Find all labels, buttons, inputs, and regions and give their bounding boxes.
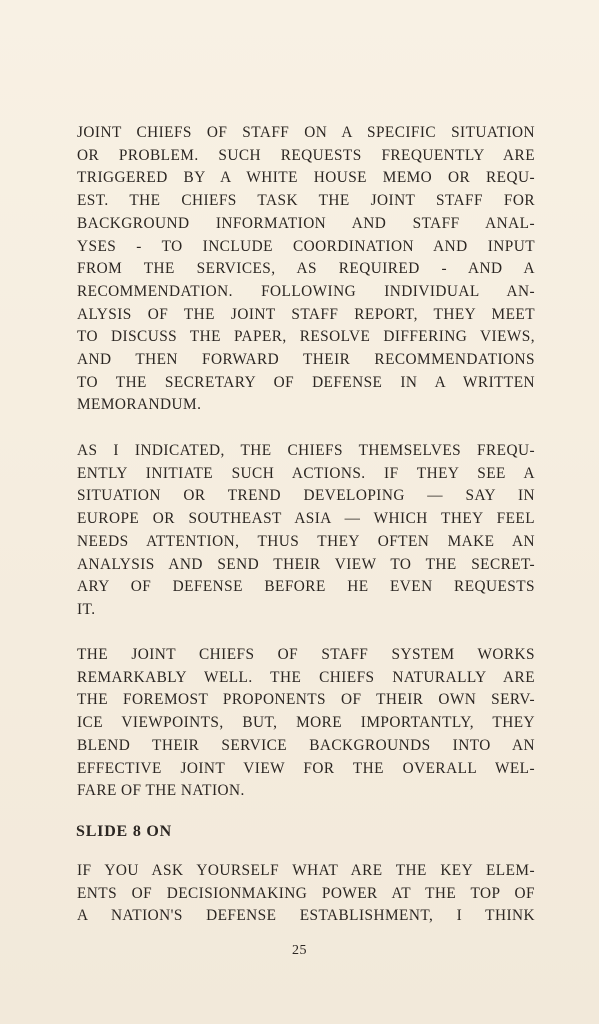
- paragraph-line: IT.: [77, 600, 96, 618]
- paragraph-line: SITUATION OR TREND DEVELOPING — SAY IN: [77, 487, 535, 505]
- paragraph-line: BACKGROUND INFORMATION AND STAFF ANAL-: [77, 214, 535, 232]
- paragraph-line: BLEND THEIR SERVICE BACKGROUNDS INTO AN: [77, 736, 535, 754]
- paragraph-line: FROM THE SERVICES, AS REQUIRED - AND A: [77, 260, 535, 278]
- paragraph-line: YSES - TO INCLUDE COORDINATION AND INPUT: [77, 237, 535, 255]
- paragraph-line: THE FOREMOST PROPONENTS OF THEIR OWN SERV-: [77, 691, 535, 709]
- paragraph-line: FARE OF THE NATION.: [77, 782, 245, 800]
- paragraph-line: EFFECTIVE JOINT VIEW FOR THE OVERALL WEL-: [77, 759, 535, 777]
- paragraph-line: AND THEN FORWARD THEIR RECOMMENDATIONS: [77, 351, 535, 369]
- paragraph-line: ENTLY INITIATE SUCH ACTIONS. IF THEY SEE A: [77, 464, 535, 482]
- paragraph-line: NEEDS ATTENTION, THUS THEY OFTEN MAKE AN: [77, 532, 535, 550]
- paragraph-line: THE JOINT CHIEFS OF STAFF SYSTEM WORKS: [77, 646, 535, 663]
- paragraph-line: OR PROBLEM. SUCH REQUESTS FREQUENTLY ARE: [77, 146, 535, 164]
- paragraph-line: TO THE SECRETARY OF DEFENSE IN A WRITTEN: [77, 373, 535, 391]
- paragraph-line: ALYSIS OF THE JOINT STAFF REPORT, THEY MEET: [77, 305, 535, 323]
- paragraph-2: [77, 440, 535, 622]
- paragraph-line: EUROPE OR SOUTHEAST ASIA — WHICH THEY FEEL: [77, 510, 535, 528]
- page-number: 25: [292, 943, 307, 958]
- paragraph-line: JOINT CHIEFS OF STAFF ON A SPECIFIC SITUATION: [77, 124, 535, 141]
- paragraph-4: [77, 860, 535, 928]
- paragraph-3: [77, 644, 535, 803]
- section-heading: SLIDE 8 ON: [76, 823, 173, 840]
- paragraph-line: ARY OF DEFENSE BEFORE HE EVEN REQUESTS: [77, 578, 535, 596]
- paragraph-line: EST. THE CHIEFS TASK THE JOINT STAFF FOR: [77, 192, 535, 210]
- paragraph-line: ENTS OF DECISIONMAKING POWER AT THE TOP OF: [77, 884, 535, 902]
- paragraph-line: IF YOU ASK YOURSELF WHAT ARE THE KEY ELEM-: [77, 862, 535, 879]
- paragraph-line: MEMORANDUM.: [77, 396, 202, 414]
- paragraph-line: TO DISCUSS THE PAPER, RESOLVE DIFFERING VIEWS,: [77, 328, 535, 346]
- paragraph-1: [77, 122, 535, 417]
- paragraph-line: ICE VIEWPOINTS, BUT, MORE IMPORTANTLY, THEY: [77, 714, 535, 732]
- paragraph-line: REMARKABLY WELL. THE CHIEFS NATURALLY ARE: [77, 668, 535, 686]
- paragraph-line: AS I INDICATED, THE CHIEFS THEMSELVES FREQU-: [77, 442, 535, 459]
- paragraph-line: A NATION'S DEFENSE ESTABLISHMENT, I THINK: [77, 907, 535, 925]
- paragraph-line: TRIGGERED BY A WHITE HOUSE MEMO OR REQU-: [77, 169, 535, 187]
- paragraph-line: RECOMMENDATION. FOLLOWING INDIVIDUAL AN-: [77, 282, 535, 300]
- paragraph-line: ANALYSIS AND SEND THEIR VIEW TO THE SECRET-: [77, 555, 535, 573]
